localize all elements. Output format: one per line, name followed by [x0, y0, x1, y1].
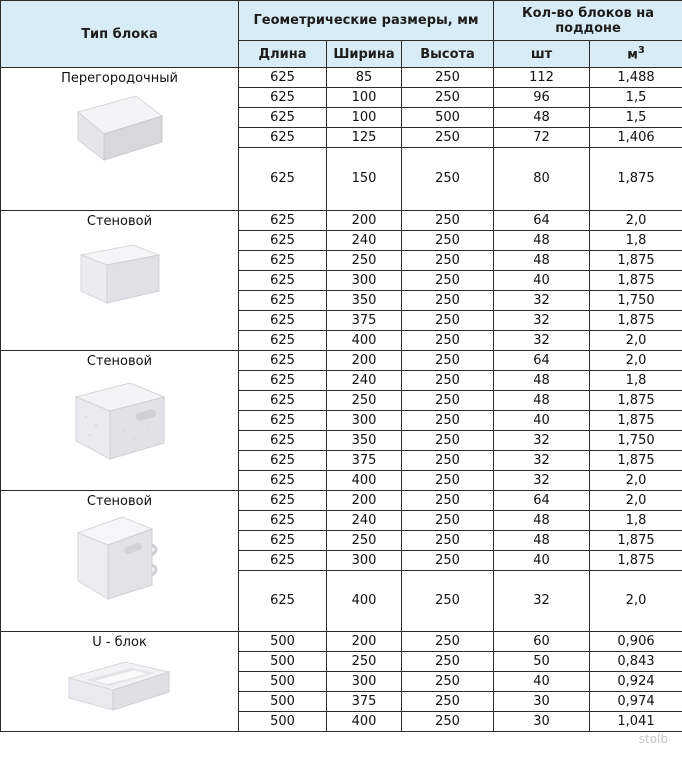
block-type-cell	[1, 351, 239, 491]
pcs-cell: 48	[494, 371, 590, 391]
volume-cell: 1,875	[590, 148, 682, 211]
pcs-cell: 96	[494, 88, 590, 108]
height-cell: 250	[402, 712, 494, 732]
tongue-groove-block-icon	[76, 515, 164, 605]
height-cell: 250	[402, 531, 494, 551]
block-type-name: Стеновой	[86, 494, 153, 509]
table-row	[1, 211, 682, 231]
height-cell: 250	[402, 231, 494, 251]
volume-cell: 2,0	[590, 471, 682, 491]
length-cell: 625	[239, 491, 327, 511]
width-cell: 400	[327, 712, 402, 732]
block-type-name: Стеновой	[86, 214, 153, 229]
pcs-cell: 48	[494, 511, 590, 531]
table-row	[1, 68, 682, 88]
width-cell: 240	[327, 231, 402, 251]
wall-block-pockets-icon	[74, 381, 166, 465]
volume-cell: 1,488	[590, 68, 682, 88]
width-cell: 200	[327, 211, 402, 231]
length-cell: 625	[239, 311, 327, 331]
volume-cell: 0,974	[590, 692, 682, 712]
height-cell: 250	[402, 68, 494, 88]
block-type-cell	[1, 211, 239, 351]
height-cell: 250	[402, 251, 494, 271]
partition-block-icon	[74, 94, 166, 168]
height-cell: 250	[402, 351, 494, 371]
length-cell: 625	[239, 231, 327, 251]
width-cell: 250	[327, 391, 402, 411]
volume-cell: 2,0	[590, 351, 682, 371]
m3-header	[590, 41, 682, 68]
height-cell: 250	[402, 471, 494, 491]
width-cell: 300	[327, 551, 402, 571]
wall-block-flat-icon	[79, 241, 161, 309]
watermark: stolb	[638, 732, 668, 746]
width-cell: 125	[327, 128, 402, 148]
pcs-cell: 40	[494, 411, 590, 431]
pcs-cell: 48	[494, 391, 590, 411]
pcs-cell: 32	[494, 451, 590, 471]
pcs-cell: 30	[494, 692, 590, 712]
width-cell: 350	[327, 291, 402, 311]
volume-cell: 1,875	[590, 391, 682, 411]
length-cell: 625	[239, 68, 327, 88]
height-cell: 250	[402, 431, 494, 451]
height-cell: 250	[402, 551, 494, 571]
pcs-cell: 32	[494, 571, 590, 632]
length-cell: 625	[239, 391, 327, 411]
pcs-cell: 64	[494, 211, 590, 231]
length-cell: 625	[239, 351, 327, 371]
volume-cell: 2,0	[590, 571, 682, 632]
volume-cell: 1,875	[590, 451, 682, 471]
height-cell: 250	[402, 692, 494, 712]
length-cell: 625	[239, 251, 327, 271]
height-cell: 250	[402, 88, 494, 108]
pcs-cell: 32	[494, 291, 590, 311]
pcs-cell: 48	[494, 108, 590, 128]
width-cell: 200	[327, 632, 402, 652]
width-cell: 250	[327, 531, 402, 551]
width-cell: 150	[327, 148, 402, 211]
length-cell: 625	[239, 291, 327, 311]
volume-cell: 0,924	[590, 672, 682, 692]
length-cell: 500	[239, 632, 327, 652]
width-cell: 85	[327, 68, 402, 88]
length-cell: 625	[239, 471, 327, 491]
width-cell: 400	[327, 471, 402, 491]
pcs-cell: 60	[494, 632, 590, 652]
height-cell: 250	[402, 128, 494, 148]
table-row	[1, 491, 682, 511]
pcs-cell: 72	[494, 128, 590, 148]
width-cell: 100	[327, 88, 402, 108]
pcs-cell: 64	[494, 351, 590, 371]
height-cell: 250	[402, 311, 494, 331]
width-cell: 350	[327, 431, 402, 451]
volume-cell: 2,0	[590, 491, 682, 511]
volume-cell: 1,875	[590, 531, 682, 551]
length-cell: 500	[239, 692, 327, 712]
volume-cell: 1,406	[590, 128, 682, 148]
volume-cell: 1,041	[590, 712, 682, 732]
length-cell: 625	[239, 271, 327, 291]
width-cell: 375	[327, 311, 402, 331]
length-cell: 625	[239, 571, 327, 632]
length-cell: 500	[239, 652, 327, 672]
width-cell: 200	[327, 491, 402, 511]
height-cell: 250	[402, 271, 494, 291]
pcs-cell: 30	[494, 712, 590, 732]
height-cell: 500	[402, 108, 494, 128]
pcs-cell: 32	[494, 471, 590, 491]
width-cell: 400	[327, 571, 402, 632]
height-cell: 250	[402, 652, 494, 672]
pcs-cell: 40	[494, 271, 590, 291]
width-cell: 100	[327, 108, 402, 128]
width-cell: 300	[327, 411, 402, 431]
length-cell: 625	[239, 371, 327, 391]
table-row	[1, 632, 682, 652]
width-header: Ширина	[327, 41, 402, 68]
pcs-cell: 48	[494, 531, 590, 551]
width-cell: 250	[327, 251, 402, 271]
width-cell: 250	[327, 652, 402, 672]
height-cell: 250	[402, 331, 494, 351]
volume-cell: 1,875	[590, 411, 682, 431]
width-cell: 375	[327, 451, 402, 471]
height-cell: 250	[402, 371, 494, 391]
height-cell: 250	[402, 451, 494, 471]
height-cell: 250	[402, 291, 494, 311]
pcs-cell: 80	[494, 148, 590, 211]
height-cell: 250	[402, 632, 494, 652]
width-cell: 400	[327, 331, 402, 351]
height-cell: 250	[402, 411, 494, 431]
length-cell: 625	[239, 431, 327, 451]
volume-cell: 1,875	[590, 251, 682, 271]
pcs-header: шт	[494, 41, 590, 68]
length-cell: 625	[239, 551, 327, 571]
width-cell: 240	[327, 511, 402, 531]
volume-cell: 1,875	[590, 271, 682, 291]
pcs-cell: 112	[494, 68, 590, 88]
height-cell: 250	[402, 511, 494, 531]
pcs-cell: 48	[494, 231, 590, 251]
volume-cell: 2,0	[590, 331, 682, 351]
volume-cell: 1,8	[590, 511, 682, 531]
length-cell: 500	[239, 672, 327, 692]
volume-cell: 1,5	[590, 88, 682, 108]
length-cell: 625	[239, 211, 327, 231]
length-cell: 625	[239, 531, 327, 551]
geometry-column-header: Геометрические размеры, мм	[239, 1, 494, 41]
width-cell: 200	[327, 351, 402, 371]
pcs-cell: 40	[494, 551, 590, 571]
pcs-cell: 32	[494, 331, 590, 351]
width-cell: 300	[327, 672, 402, 692]
block-type-cell	[1, 491, 239, 632]
height-cell: 250	[402, 211, 494, 231]
block-type-name: Перегородочный	[61, 71, 178, 86]
length-cell: 625	[239, 511, 327, 531]
width-cell: 240	[327, 371, 402, 391]
length-cell: 625	[239, 451, 327, 471]
volume-cell: 0,843	[590, 652, 682, 672]
table-row	[1, 351, 682, 371]
length-cell: 625	[239, 331, 327, 351]
count-column-header: Кол-во блоков на поддоне	[494, 1, 682, 41]
length-cell: 500	[239, 712, 327, 732]
volume-cell: 1,875	[590, 551, 682, 571]
pcs-cell: 64	[494, 491, 590, 511]
volume-cell: 0,906	[590, 632, 682, 652]
height-header: Высота	[402, 41, 494, 68]
length-cell: 625	[239, 128, 327, 148]
volume-cell: 1,875	[590, 311, 682, 331]
u-block-icon	[65, 656, 175, 716]
height-cell: 250	[402, 391, 494, 411]
block-type-cell	[1, 632, 239, 732]
volume-cell: 1,750	[590, 291, 682, 311]
type-column-header: Тип блока	[1, 1, 239, 68]
length-cell: 625	[239, 88, 327, 108]
m3-superscript: 3	[637, 45, 645, 57]
volume-cell: 2,0	[590, 211, 682, 231]
length-cell: 625	[239, 148, 327, 211]
block-type-name: U - блок	[92, 635, 147, 650]
width-cell: 375	[327, 692, 402, 712]
width-cell: 300	[327, 271, 402, 291]
volume-cell: 1,5	[590, 108, 682, 128]
m3-unit: м	[627, 47, 638, 63]
block-type-name: Стеновой	[86, 354, 153, 369]
pcs-cell: 40	[494, 672, 590, 692]
block-type-cell	[1, 68, 239, 211]
pcs-cell: 50	[494, 652, 590, 672]
table-body	[1, 68, 682, 732]
height-cell: 250	[402, 672, 494, 692]
volume-cell: 1,750	[590, 431, 682, 451]
pcs-cell: 48	[494, 251, 590, 271]
pcs-cell: 32	[494, 431, 590, 451]
volume-cell: 1,8	[590, 231, 682, 251]
height-cell: 250	[402, 571, 494, 632]
height-cell: 250	[402, 148, 494, 211]
length-cell: 625	[239, 411, 327, 431]
length-cell: 625	[239, 108, 327, 128]
volume-cell: 1,8	[590, 371, 682, 391]
length-header: Длина	[239, 41, 327, 68]
height-cell: 250	[402, 491, 494, 511]
pcs-cell: 32	[494, 311, 590, 331]
